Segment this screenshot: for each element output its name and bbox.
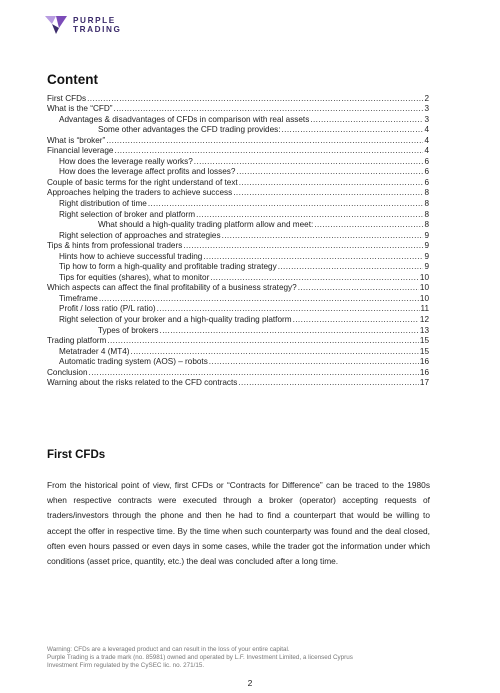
toc-entry[interactable] [47, 357, 429, 368]
toc-dot-leader [293, 315, 419, 325]
toc-entry-title: Advantages & disadvantages of CFDs in comparison with real assets [59, 114, 310, 124]
toc-entry[interactable] [47, 146, 429, 157]
toc-dot-leader [99, 294, 419, 304]
toc-dot-leader [107, 336, 419, 346]
toc-entry[interactable] [47, 104, 429, 115]
section-paragraph: From the historical point of view, first CFDs or “Contracts for Difference” can be traced to the 1980s when respective contracts were executed through a broker (operator) accepting requests of traders/investors through the phone and then he had to find a counterpart that would be willing to accept the offer in respective time. By the time when such counterparty was found and the deal closed, often even hours passed or even days in some cases, while the trader got the information under which conditions (asset price, quantity, etc.) the deal was concluded after a long time. [47, 480, 430, 567]
toc-entry[interactable] [47, 346, 429, 357]
toc-entry-page: 9 [424, 230, 429, 240]
footer-regulation-line: Investment Firm regulated by the CySEC lic. no. 271/15. [47, 662, 205, 669]
toc-dot-leader [239, 178, 424, 188]
toc-entry-page: 16 [419, 367, 429, 377]
toc-entry-title: What is “broker” [47, 135, 106, 145]
toc-entry-title: Profit / loss ratio (P/L ratio) [59, 304, 156, 314]
toc-dot-leader [114, 146, 423, 156]
toc-dot-leader [114, 104, 424, 114]
toc-entry-page: 9 [424, 262, 429, 272]
page-number: 2 [247, 678, 253, 688]
table-of-contents [47, 93, 429, 388]
toc-entry-page: 12 [419, 315, 429, 325]
toc-entry[interactable] [47, 241, 429, 252]
toc-dot-leader [278, 262, 424, 272]
toc-entry[interactable] [47, 272, 429, 283]
toc-dot-leader [209, 357, 419, 367]
toc-dot-leader [298, 283, 419, 293]
purple-trading-logo [45, 14, 122, 36]
toc-entry[interactable] [47, 177, 429, 188]
toc-entry-title: How does the leverage affect profits and losses? [59, 167, 236, 177]
toc-entry-title: Metatrader 4 (MT4) [59, 346, 130, 356]
toc-dot-leader [194, 157, 424, 167]
toc-entry-title: How does the leverage really works? [59, 156, 193, 166]
toc-entry-page: 9 [424, 241, 429, 251]
footer-warning: Warning: CFDs are a leveraged product and can result in the loss of your entire capital. [47, 646, 290, 653]
toc-entry-page: 11 [420, 304, 429, 314]
toc-entry-title: What is the “CFD” [47, 104, 113, 114]
toc-dot-leader [238, 378, 419, 388]
toc-entry-page: 10 [419, 293, 429, 303]
toc-entry[interactable] [47, 325, 429, 336]
toc-entry[interactable] [47, 336, 429, 347]
toc-entry[interactable] [47, 293, 429, 304]
toc-dot-leader [314, 220, 423, 230]
toc-entry-title: Tips for equities (shares), what to monitor [59, 272, 210, 282]
toc-entry[interactable] [47, 230, 429, 241]
toc-entry-page: 3 [424, 104, 429, 114]
toc-entry-page: 10 [419, 272, 429, 282]
toc-entry[interactable] [47, 251, 429, 262]
toc-entry-title: Some other advantages the CFD trading provides: [98, 125, 281, 135]
toc-entry-page: 10 [419, 283, 429, 293]
toc-dot-leader [160, 326, 419, 336]
toc-entry[interactable] [47, 198, 429, 209]
toc-dot-leader [203, 252, 423, 262]
toc-entry[interactable] [47, 378, 429, 389]
toc-entry[interactable] [47, 156, 429, 167]
toc-entry-page: 9 [424, 251, 429, 261]
toc-entry-title: Financial leverage [47, 146, 114, 156]
toc-entry[interactable] [47, 262, 429, 273]
toc-entry-title: Approaches helping the traders to achieve success [47, 188, 233, 198]
toc-dot-leader [87, 94, 423, 104]
logo-line-2: TRADING [73, 25, 122, 34]
toc-dot-leader [131, 347, 419, 357]
purple-trading-logo-icon [45, 16, 67, 34]
toc-entry-page: 16 [419, 357, 429, 367]
toc-dot-leader [157, 304, 420, 314]
toc-entry-title: Right selection of your broker and a high-quality trading platform [59, 315, 292, 325]
toc-entry-page: 4 [424, 146, 429, 156]
toc-entry-page: 8 [424, 199, 429, 209]
toc-entry[interactable] [47, 188, 429, 199]
toc-entry[interactable] [47, 220, 429, 231]
toc-dot-leader [148, 199, 424, 209]
section-title: First CFDs [47, 449, 106, 461]
toc-dot-leader [183, 241, 423, 251]
toc-entry-page: 15 [419, 346, 429, 356]
toc-entry-title: Tips & hints from professional traders [47, 241, 183, 251]
toc-entry-title: Couple of basic terms for the right understand of text [47, 177, 238, 187]
logo-line-1: PURPLE [73, 16, 116, 25]
toc-entry-page: 15 [419, 336, 429, 346]
toc-entry-page: 8 [424, 188, 429, 198]
toc-entry-title: Right distribution of time [59, 199, 147, 209]
logo-wordmark [73, 16, 122, 34]
toc-entry-page: 17 [419, 378, 429, 388]
toc-entry-title: First CFDs [47, 93, 87, 103]
toc-entry-page: 8 [424, 220, 429, 230]
toc-entry-page: 13 [419, 325, 429, 335]
toc-entry[interactable] [47, 135, 429, 146]
toc-entry[interactable] [47, 304, 429, 315]
contents-heading: Content [47, 72, 98, 87]
toc-entry-title: Right selection of approaches and strategies [59, 230, 221, 240]
toc-dot-leader [222, 231, 424, 241]
toc-entry[interactable] [47, 283, 429, 294]
toc-entry-title: Hints how to achieve successful trading [59, 251, 203, 261]
footer-trademark-line: Purple Trading is a trade mark (no. 85981) owned and operated by L.F. Investment Limited, a licensed Cyprus [47, 654, 353, 661]
toc-dot-leader [89, 368, 419, 378]
toc-entry-page: 6 [424, 177, 429, 187]
toc-entry-title: Types of brokers [98, 325, 159, 335]
toc-entry-page: 8 [424, 209, 429, 219]
toc-entry-page: 4 [424, 135, 429, 145]
toc-entry-page: 4 [424, 125, 429, 135]
toc-entry[interactable] [47, 114, 429, 125]
toc-entry-title: Conclusion [47, 367, 88, 377]
toc-entry[interactable] [47, 209, 429, 220]
toc-dot-leader [236, 167, 423, 177]
toc-entry[interactable] [47, 125, 429, 136]
toc-dot-leader [282, 125, 424, 135]
toc-entry-title: Tip how to form a high-quality and profitable trading strategy [59, 262, 277, 272]
toc-dot-leader [196, 210, 423, 220]
toc-entry[interactable] [47, 314, 429, 325]
toc-entry[interactable] [47, 167, 429, 178]
toc-entry-title: Automatic trading system (AOS) – robots [59, 357, 208, 367]
toc-entry-page: 2 [424, 93, 429, 103]
toc-entry-title: Right selection of broker and platform [59, 209, 196, 219]
footer-disclaimer [47, 646, 437, 670]
toc-entry[interactable] [47, 367, 429, 378]
toc-entry-title: Which aspects can affect the final profitability of a business strategy? [47, 283, 297, 293]
toc-entry-page: 6 [424, 156, 429, 166]
toc-dot-leader [210, 273, 419, 283]
toc-entry-title: Warning about the risks related to the CFD contracts [47, 378, 238, 388]
toc-entry[interactable] [47, 93, 429, 104]
toc-dot-leader [106, 136, 423, 146]
toc-dot-leader [310, 115, 423, 125]
toc-entry-page: 3 [424, 114, 429, 124]
toc-entry-title: What should a high-quality trading platform allow and meet: [98, 220, 314, 230]
toc-entry-title: Trading platform [47, 336, 107, 346]
toc-entry-page: 6 [424, 167, 429, 177]
toc-entry-title: Timeframe [59, 293, 98, 303]
toc-dot-leader [233, 188, 423, 198]
